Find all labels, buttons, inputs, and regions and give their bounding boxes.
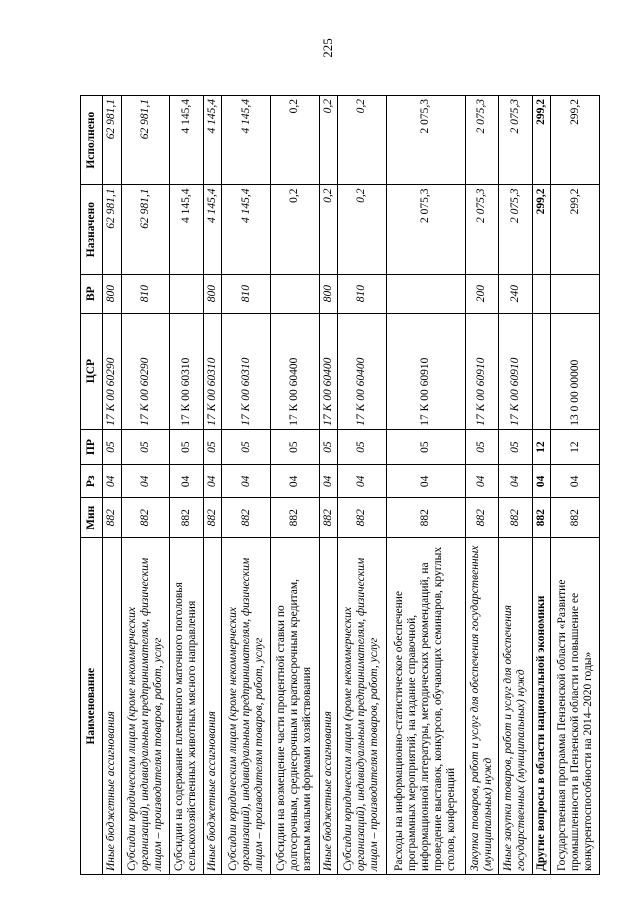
table-row	[121, 96, 170, 875]
cell-csr: 13 0 00 00000	[551, 313, 600, 429]
cell-name: Субсидии юридическим лицам (кроме некоммерческих организаций), индивидуальным предпринимателям, физическим лицам – производителям товаров, работ, услуг	[222, 538, 271, 875]
cell-name: Иные бюджетные ассигнования	[103, 538, 122, 875]
cell-min: 882	[203, 498, 222, 538]
cell-csr: 17 К 00 60910	[465, 313, 499, 429]
table-row	[103, 96, 122, 875]
header-pr: ПР	[81, 429, 103, 465]
cell-name: Другие вопросы в области национальной экономики	[532, 538, 551, 875]
cell-pr: 05	[203, 429, 222, 465]
cell-executed: 0,2	[319, 96, 338, 185]
cell-rz: 04	[386, 465, 465, 498]
cell-rz: 04	[270, 465, 319, 498]
table-row	[319, 96, 338, 875]
cell-executed: 299,2	[551, 96, 600, 185]
cell-assigned: 2 075,3	[499, 185, 533, 274]
cell-assigned: 2 075,3	[465, 185, 499, 274]
cell-vr: 800	[203, 274, 222, 313]
cell-assigned: 0,2	[270, 185, 319, 274]
cell-csr: 17 К 00 60400	[319, 313, 338, 429]
cell-name: Расходы на информационно-статистическое обеспечение программных мероприятий, на издание справочной, информационной литературы, методических рекомендаций, на проведение выставок, конкурсов, обучающих семинаров, круглых столов, конференций	[386, 538, 465, 875]
cell-rz: 04	[222, 465, 271, 498]
cell-pr: 05	[121, 429, 170, 465]
table-row	[499, 96, 533, 875]
header-rz: Рз	[81, 465, 103, 498]
cell-vr	[170, 274, 204, 313]
cell-vr	[386, 274, 465, 313]
cell-min: 882	[465, 498, 499, 538]
cell-pr: 05	[103, 429, 122, 465]
cell-name: Субсидии на содержание племенного маточного поголовья сельскохозяйственных животных мясного направления	[170, 538, 204, 875]
cell-csr	[532, 313, 551, 429]
cell-executed: 62 981,1	[121, 96, 170, 185]
cell-vr: 810	[338, 274, 387, 313]
cell-csr: 17 К 00 60290	[103, 313, 122, 429]
cell-name: Иные бюджетные ассигнования	[203, 538, 222, 875]
cell-min: 882	[222, 498, 271, 538]
header-executed: Исполнено	[81, 96, 103, 185]
cell-min: 882	[319, 498, 338, 538]
cell-rz: 04	[499, 465, 533, 498]
cell-name: Субсидии юридическим лицам (кроме некоммерческих организаций), индивидуальным предпринимателям, физическим лицам – производителям товаров, работ, услуг	[338, 538, 387, 875]
cell-assigned: 299,2	[551, 185, 600, 274]
cell-name: Субсидии юридическим лицам (кроме некоммерческих организаций), индивидуальным предпринимателям, физическим лицам – производителям товаров, работ, услуг	[121, 538, 170, 875]
cell-executed: 299,2	[532, 96, 551, 185]
cell-pr: 05	[499, 429, 533, 465]
cell-rz: 04	[551, 465, 600, 498]
cell-min: 882	[103, 498, 122, 538]
cell-vr: 240	[499, 274, 533, 313]
cell-rz: 04	[203, 465, 222, 498]
cell-rz: 04	[170, 465, 204, 498]
cell-csr: 17 К 00 60910	[499, 313, 533, 429]
cell-executed: 2 075,3	[386, 96, 465, 185]
cell-vr	[551, 274, 600, 313]
cell-rz: 04	[338, 465, 387, 498]
header-assigned: Назначено	[81, 185, 103, 274]
cell-pr: 12	[551, 429, 600, 465]
table-row	[465, 96, 499, 875]
cell-assigned: 62 981,1	[121, 185, 170, 274]
cell-csr: 17 К 00 60310	[222, 313, 271, 429]
cell-csr: 17 К 00 60400	[270, 313, 319, 429]
cell-min: 882	[338, 498, 387, 538]
cell-pr: 05	[222, 429, 271, 465]
cell-csr: 17 К 00 60910	[386, 313, 465, 429]
table-row	[532, 96, 551, 875]
table-header-row	[81, 96, 103, 875]
cell-rz: 04	[103, 465, 122, 498]
cell-vr: 810	[222, 274, 271, 313]
cell-vr	[532, 274, 551, 313]
cell-min: 882	[270, 498, 319, 538]
cell-executed: 4 145,4	[222, 96, 271, 185]
cell-executed: 0,2	[338, 96, 387, 185]
cell-min: 882	[532, 498, 551, 538]
table-row	[338, 96, 387, 875]
cell-assigned: 0,2	[338, 185, 387, 274]
table-row	[170, 96, 204, 875]
rotated-table-wrapper	[80, 95, 600, 875]
cell-assigned: 4 145,4	[170, 185, 204, 274]
cell-csr: 17 К 00 60310	[203, 313, 222, 429]
cell-executed: 4 145,4	[170, 96, 204, 185]
cell-min: 882	[386, 498, 465, 538]
cell-pr: 05	[170, 429, 204, 465]
cell-assigned: 4 145,4	[203, 185, 222, 274]
cell-executed: 4 145,4	[203, 96, 222, 185]
cell-executed: 0,2	[270, 96, 319, 185]
cell-vr: 810	[121, 274, 170, 313]
table-row	[222, 96, 271, 875]
cell-executed: 2 075,3	[499, 96, 533, 185]
cell-assigned: 4 145,4	[222, 185, 271, 274]
cell-name: Иные закупки товаров, работ и услуг для обеспечения государственных (муниципальных) нужд	[499, 538, 533, 875]
table-row	[386, 96, 465, 875]
cell-vr: 800	[103, 274, 122, 313]
table-row	[270, 96, 319, 875]
table-body	[103, 96, 600, 875]
cell-rz: 04	[465, 465, 499, 498]
budget-table	[80, 95, 600, 875]
cell-min: 882	[499, 498, 533, 538]
cell-assigned: 0,2	[319, 185, 338, 274]
cell-pr: 05	[465, 429, 499, 465]
table-row	[551, 96, 600, 875]
cell-name: Иные бюджетные ассигнования	[319, 538, 338, 875]
cell-assigned: 62 981,1	[103, 185, 122, 274]
cell-pr: 12	[532, 429, 551, 465]
table-row	[203, 96, 222, 875]
cell-csr: 17 К 00 60310	[170, 313, 204, 429]
cell-csr: 17 К 00 60290	[121, 313, 170, 429]
cell-assigned: 299,2	[532, 185, 551, 274]
cell-csr: 17 К 00 60400	[338, 313, 387, 429]
cell-vr: 800	[319, 274, 338, 313]
header-csr: ЦСР	[81, 313, 103, 429]
page-number: 225	[319, 38, 335, 58]
cell-pr: 05	[338, 429, 387, 465]
cell-name: Закупка товаров, работ и услуг для обеспечения государственных (муниципальных) нужд	[465, 538, 499, 875]
cell-min: 882	[551, 498, 600, 538]
cell-vr: 200	[465, 274, 499, 313]
cell-name: Субсидии на возмещение части процентной ставки по долгосрочным, среднесрочным и краткосрочным кредитам, взятым малыми формами хозяйствования	[270, 538, 319, 875]
cell-vr	[270, 274, 319, 313]
cell-pr: 05	[386, 429, 465, 465]
cell-executed: 62 981,1	[103, 96, 122, 185]
cell-pr: 05	[270, 429, 319, 465]
header-vr: ВР	[81, 274, 103, 313]
cell-rz: 04	[121, 465, 170, 498]
cell-min: 882	[170, 498, 204, 538]
cell-rz: 04	[532, 465, 551, 498]
cell-pr: 05	[319, 429, 338, 465]
header-name: Наименование	[81, 538, 103, 875]
cell-rz: 04	[319, 465, 338, 498]
header-min: Мин	[81, 498, 103, 538]
cell-assigned: 2 075,3	[386, 185, 465, 274]
cell-name: Государственная программа Пензенской области «Развитие промышленности в Пензенской области и повышение ее конкурентоспособности на 2014–2020 годы»	[551, 538, 600, 875]
cell-executed: 2 075,3	[465, 96, 499, 185]
cell-min: 882	[121, 498, 170, 538]
